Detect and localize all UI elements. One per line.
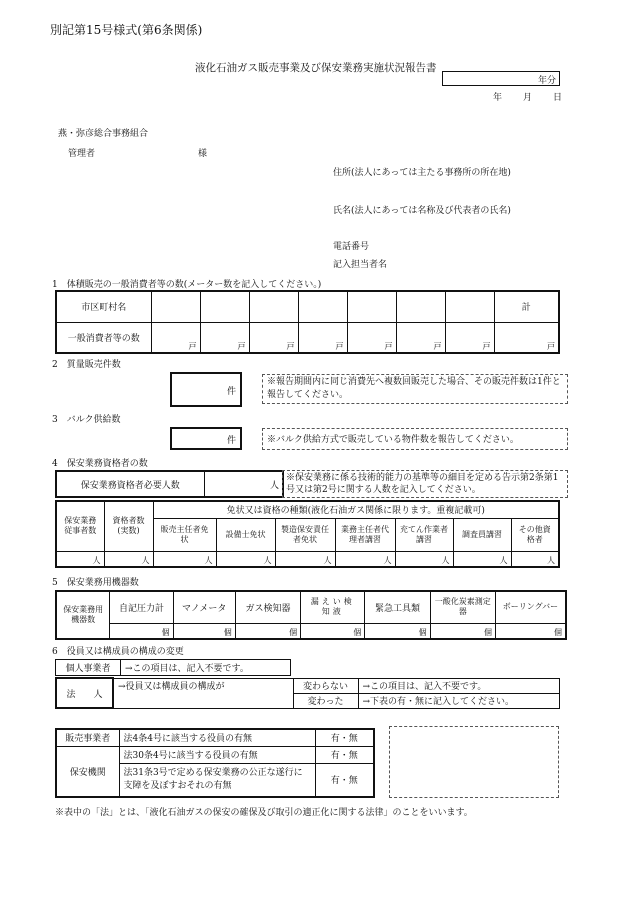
mass-sales-field[interactable] xyxy=(170,372,242,407)
individual-table xyxy=(55,659,291,676)
license-count-cell[interactable]: 人 xyxy=(453,551,511,567)
license-count-cell[interactable]: 人 xyxy=(335,551,395,567)
consumer-count-cell[interactable]: 戸 xyxy=(298,322,347,353)
equipment-table xyxy=(55,590,567,640)
equipment-co-meter: 一酸化炭素測定器 xyxy=(430,591,495,623)
section6-heading: 6 役員又は構成員の構成の変更 xyxy=(52,647,184,657)
license-count-cell[interactable]: 人 xyxy=(275,551,335,567)
consumer-count-cell[interactable]: 戸 xyxy=(200,322,249,353)
equipment-count-cell[interactable]: 個 xyxy=(365,623,430,639)
license-count-cell[interactable]: 人 xyxy=(395,551,453,567)
section1-heading: 1 体積販売の一般消費者等の数(メーター数を記入してください。) xyxy=(52,280,322,290)
equipment-manometer: マノメータ xyxy=(173,591,235,623)
consumer-count-cell[interactable]: 戸 xyxy=(151,322,200,353)
unchanged-note: →この項目は、記入不要です。 xyxy=(358,678,559,693)
law-footnote: ※表中の「法」とは、「液化石油ガスの保安の確保及び取引の適正化に関する法律」のことをいいます。 xyxy=(55,808,473,818)
section1-table xyxy=(55,290,560,354)
license-count-cell[interactable]: 人 xyxy=(511,551,559,567)
yes-no-cell[interactable]: 有・無 xyxy=(315,729,374,746)
equipment-emergency-tools: 緊急工具類 xyxy=(365,591,430,623)
form-number: 別記第15号様式(第6条関係) xyxy=(50,23,203,37)
equipment-gas-detector: ガス検知器 xyxy=(235,591,300,623)
total-label: 計 xyxy=(494,291,559,322)
equipment-row-label: 保安業務用機器数 xyxy=(56,591,110,639)
required-persons-table xyxy=(55,470,284,498)
equipment-count-cell[interactable]: 個 xyxy=(173,623,235,639)
equipment-count-cell[interactable]: 個 xyxy=(301,623,365,639)
license-sales-chief: 販売主任者免状 xyxy=(153,518,216,551)
mass-sales-note: ※報告期間内に同じ消費先へ複数回販売した場合、その販売件数は1件と報告してください。 xyxy=(267,377,561,400)
consumer-count-cell[interactable]: 戸 xyxy=(347,322,396,353)
qualified-persons-table xyxy=(55,500,560,568)
license-inspector: 調査員講習 xyxy=(453,518,511,551)
officers-table xyxy=(55,728,375,798)
license-filling-worker: 充てん作業者講習 xyxy=(395,518,453,551)
yes-no-cell[interactable]: 有・無 xyxy=(315,763,374,797)
municipality-cell[interactable] xyxy=(445,291,494,322)
changed-note: →下表の有・無に記入してください。 xyxy=(358,693,559,708)
addressee-sama: 様 xyxy=(198,149,208,159)
license-facility-engineer: 設備士免状 xyxy=(216,518,275,551)
individual-note: →この項目は、記入不要です。 xyxy=(121,660,291,676)
consumer-count-cell[interactable]: 戸 xyxy=(445,322,494,353)
addressee-org: 燕・弥彦総合事務組合 xyxy=(58,129,149,139)
equipment-count-cell[interactable]: 個 xyxy=(110,623,173,639)
equipment-count-cell[interactable]: 個 xyxy=(235,623,300,639)
equipment-count-cell[interactable]: 個 xyxy=(430,623,495,639)
applicant-name: 氏名(法人にあっては名称及び代表者の氏名) xyxy=(333,206,511,216)
applicant-address: 住所(法人にあっては主たる事務所の所在地) xyxy=(333,168,511,178)
municipality-cell[interactable] xyxy=(200,291,249,322)
consumer-count-cell[interactable]: 戸 xyxy=(249,322,298,353)
section4-heading: 4 保安業務資格者の数 xyxy=(52,459,148,469)
individual-label: 個人事業者 xyxy=(56,660,121,676)
bulk-supply-field[interactable] xyxy=(170,427,242,450)
applicant-contact: 記入担当者名 xyxy=(333,260,388,270)
mass-sales-unit: 件 xyxy=(226,387,236,397)
section2-heading: 2 質量販売件数 xyxy=(52,360,121,370)
receipt-stamp-box xyxy=(389,726,559,798)
qualified-count-cell[interactable]: 人 xyxy=(104,551,153,567)
equipment-count-cell[interactable]: 個 xyxy=(495,623,566,639)
bulk-supply-unit: 件 xyxy=(226,436,236,446)
corporation-table xyxy=(55,677,560,709)
changed-option[interactable]: 変わった xyxy=(293,693,358,708)
required-persons-note: ※保安業務に係る技術的能力の基準等の細目を定める告示第2条第1号又は第2号に関する人数を記入してください。 xyxy=(286,473,559,495)
applicant-phone: 電話番号 xyxy=(333,242,370,252)
municipality-cell[interactable] xyxy=(151,291,200,322)
license-other: その他資格者 xyxy=(511,518,559,551)
license-count-cell[interactable]: 人 xyxy=(153,551,216,567)
equipment-boring-bar: ボーリングバー xyxy=(495,591,566,623)
required-persons-cell[interactable]: 人 xyxy=(204,471,283,497)
officer-row-label: 法4条4号に該当する役員の有無 xyxy=(119,729,315,746)
required-persons-label: 保安業務資格者必要人数 xyxy=(56,471,204,497)
section3-heading: 3 バルク供給数 xyxy=(52,415,121,425)
corporation-arrow: →役員又は構成員の構成が xyxy=(113,678,293,708)
equipment-leak-detection-liquid: 漏えい検知液 xyxy=(301,591,365,623)
municipality-cell[interactable] xyxy=(396,291,445,322)
mass-sales-note-box xyxy=(262,374,568,404)
workers-header: 保安業務従事者数 xyxy=(56,501,104,551)
unchanged-option[interactable]: 変わらない xyxy=(293,678,358,693)
date-month: 月 xyxy=(523,93,533,103)
security-agency-label: 保安機関 xyxy=(56,746,119,797)
addressee-manager: 管理者 xyxy=(68,149,96,159)
license-count-cell[interactable]: 人 xyxy=(216,551,275,567)
bulk-supply-note: ※バルク供給方式で販売している物件数を報告してください。 xyxy=(267,435,519,445)
yes-no-cell[interactable]: 有・無 xyxy=(315,746,374,763)
bulk-supply-note-box xyxy=(262,428,568,450)
municipality-cell[interactable] xyxy=(249,291,298,322)
consumer-total-cell[interactable]: 戸 xyxy=(494,322,559,353)
qualified-header: 資格者数(実数) xyxy=(104,501,153,551)
consumers-label: 一般消費者等の数 xyxy=(56,322,151,353)
sales-business-label: 販売事業者 xyxy=(56,729,119,746)
corporation-label: 法 人 xyxy=(56,678,113,708)
municipality-label: 市区町村名 xyxy=(56,291,151,322)
license-business-chief-deputy: 業務主任者代理者講習 xyxy=(335,518,395,551)
municipality-cell[interactable] xyxy=(347,291,396,322)
required-persons-note-box xyxy=(282,470,568,498)
section5-heading: 5 保安業務用機器数 xyxy=(52,578,139,588)
year-label: 年分 xyxy=(537,76,556,86)
license-types-header: 免状又は資格の種類(液化石油ガス関係に限ります。重複記載可) xyxy=(153,501,559,518)
date-year: 年 xyxy=(493,93,503,103)
year-field[interactable] xyxy=(442,71,560,86)
document-title: 液化石油ガス販売事業及び保安業務実施状況報告書 xyxy=(195,62,437,74)
equipment-pressure-recorder: 自記圧力計 xyxy=(110,591,173,623)
municipality-cell[interactable] xyxy=(298,291,347,322)
consumer-count-cell[interactable]: 戸 xyxy=(396,322,445,353)
officer-row-label: 法30条4号に該当する役員の有無 xyxy=(119,746,315,763)
license-production-security: 製造保安責任者免状 xyxy=(275,518,335,551)
date-day: 日 xyxy=(553,93,563,103)
workers-count-cell[interactable]: 人 xyxy=(56,551,104,567)
officer-row-label: 法31条3号で定める保安業務の公正な遂行に支障を及ぼすおそれの有無 xyxy=(119,763,315,797)
